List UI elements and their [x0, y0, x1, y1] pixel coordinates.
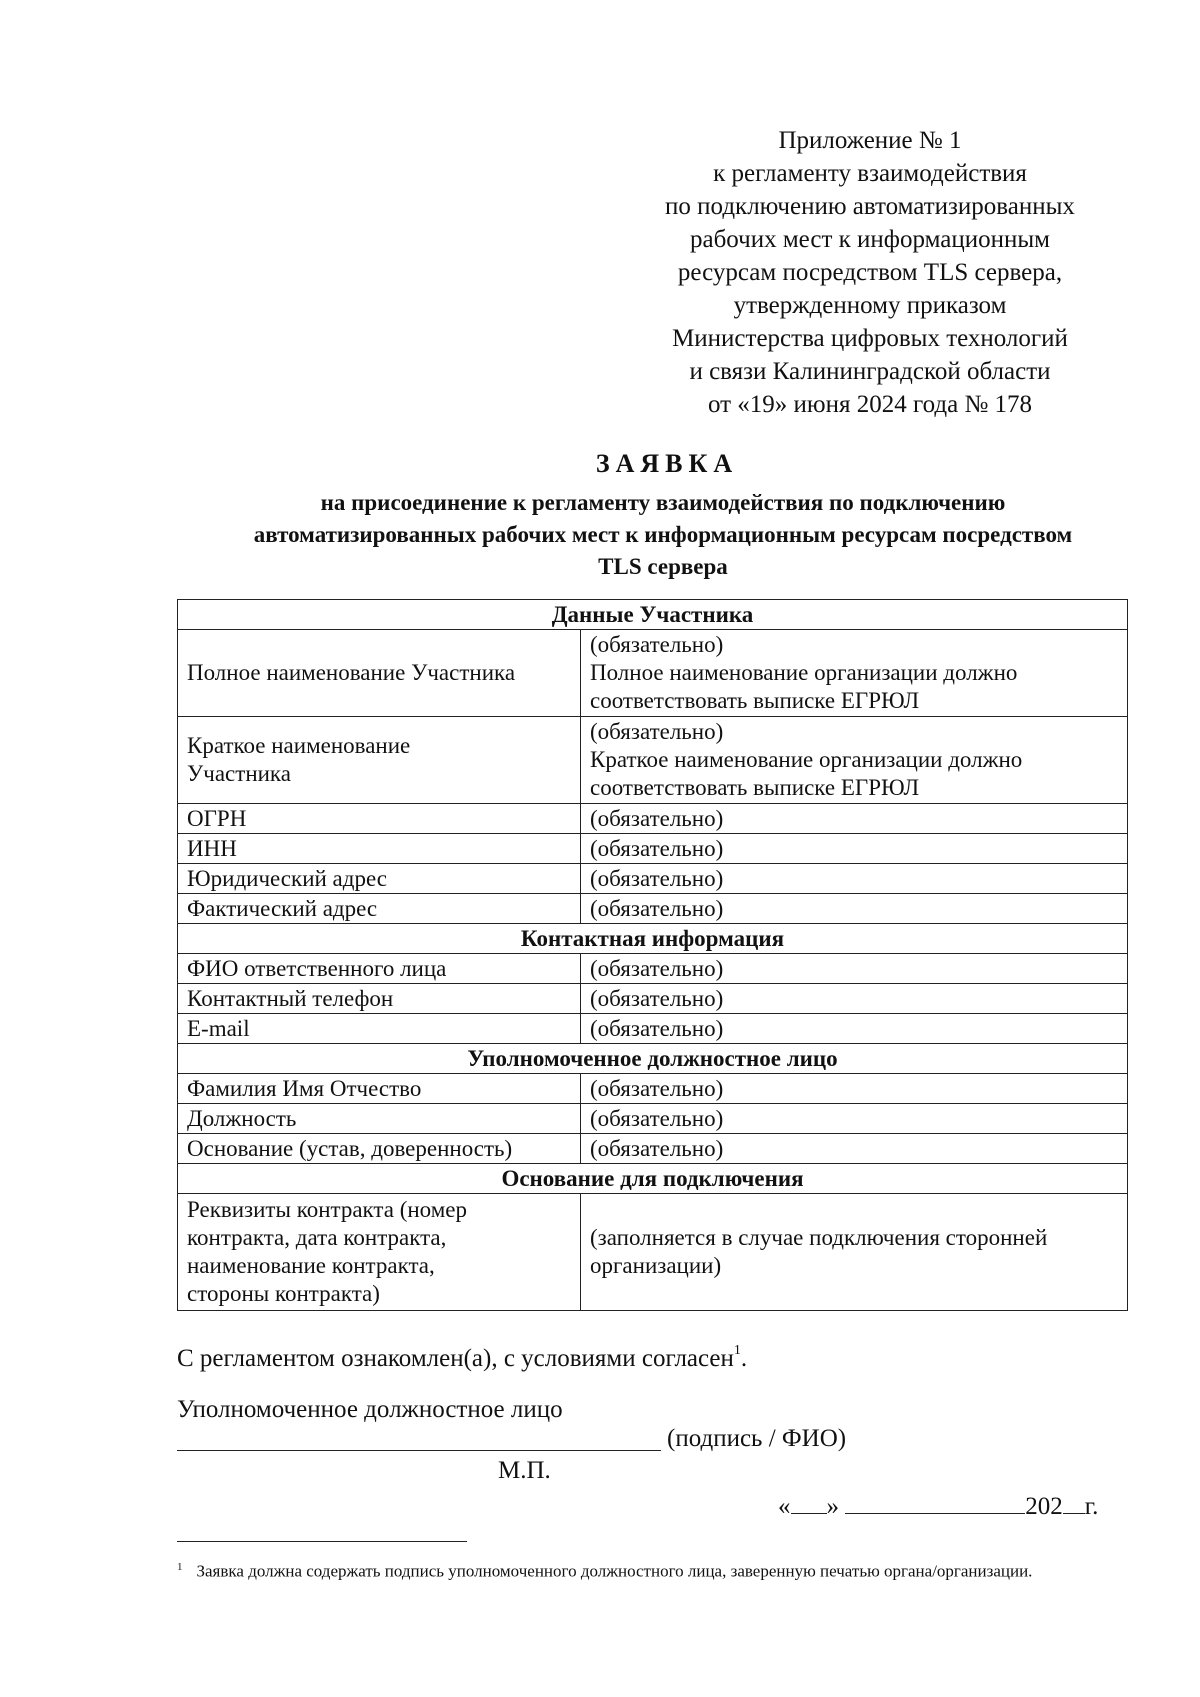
appendix-line: и связи Калининградской области	[689, 358, 1051, 385]
field-label: Должность	[178, 1104, 581, 1134]
application-form-table	[177, 599, 1128, 1311]
date-field: « » 202 г.	[778, 1493, 1099, 1520]
field-value[interactable]: (обязательно)	[581, 894, 1128, 924]
appendix-line: утвержденному приказом	[733, 292, 1007, 319]
table-row	[178, 804, 1128, 834]
field-label: Краткое наименование Участника	[178, 717, 581, 804]
field-value[interactable]: (обязательно)	[581, 804, 1128, 834]
section-header: Уполномоченное должностное лицо	[178, 1044, 1128, 1074]
section-header: Основание для подключения	[178, 1164, 1128, 1194]
field-label: Реквизиты контракта (номер контракта, дата контракта, наименование контракта, стороны контракта)	[178, 1194, 581, 1311]
field-label: ИНН	[178, 834, 581, 864]
appendix-line: ресурсам посредством TLS сервера,	[677, 259, 1063, 286]
table-row	[178, 1194, 1128, 1311]
table-row	[178, 894, 1128, 924]
field-value[interactable]: (обязательно)	[581, 834, 1128, 864]
field-label: Фамилия Имя Отчество	[178, 1074, 581, 1104]
footnote-divider	[177, 1541, 467, 1542]
table-row	[178, 954, 1128, 984]
section-header: Данные Участника	[178, 600, 1128, 630]
field-value[interactable]: (обязательно)	[581, 864, 1128, 894]
footnote-ref: 1	[733, 1342, 741, 1358]
stamp-place: М.П.	[498, 1457, 551, 1484]
field-value[interactable]: (обязательно)	[581, 1134, 1128, 1164]
field-label: Юридический адрес	[178, 864, 581, 894]
officer-label: Уполномоченное должностное лицо	[177, 1396, 563, 1423]
field-label: ОГРН	[178, 804, 581, 834]
table-row	[178, 1134, 1128, 1164]
table-row	[178, 834, 1128, 864]
table-row	[178, 864, 1128, 894]
document-subtitle-line: на присоединение к регламенту взаимодействия по подключению	[320, 490, 1006, 515]
field-value[interactable]: (обязательно) Краткое наименование организации должно соответствовать выписке ЕГРЮЛ	[581, 717, 1128, 804]
field-value[interactable]: (обязательно)	[581, 1104, 1128, 1134]
signature-line[interactable]	[177, 1450, 661, 1451]
field-label: Полное наименование Участника	[178, 630, 581, 717]
appendix-line: Министерства цифровых технологий	[672, 325, 1068, 352]
signature-hint: (подпись / ФИО)	[667, 1425, 847, 1452]
appendix-line: к регламенту взаимодействия	[713, 160, 1027, 187]
field-label: E-mail	[178, 1014, 581, 1044]
field-value[interactable]: (обязательно)	[581, 1014, 1128, 1044]
table-row	[178, 630, 1128, 717]
table-row	[178, 717, 1128, 804]
appendix-line: рабочих мест к информационным	[689, 226, 1051, 253]
field-label: Контактный телефон	[178, 984, 581, 1014]
field-label: ФИО ответственного лица	[178, 954, 581, 984]
table-row	[178, 1074, 1128, 1104]
field-value[interactable]: (обязательно)	[581, 984, 1128, 1014]
section-header: Контактная информация	[178, 924, 1128, 954]
table-row	[178, 1104, 1128, 1134]
appendix-header	[620, 124, 1120, 421]
footnote: $^1$ Заявка должна содержать подпись уполномоченного должностного лица, заверенную печатью органа/организации.	[177, 1561, 1033, 1581]
table-row	[178, 1014, 1128, 1044]
document-title: ЗАЯВКА	[595, 449, 739, 478]
appendix-line: Приложение № 1	[778, 127, 962, 154]
document-subtitle-line: автоматизированных рабочих мест к информационным ресурсам посредством	[253, 522, 1073, 547]
year-blank[interactable]	[1063, 1491, 1085, 1514]
field-value[interactable]: (заполняется в случае подключения сторонней организации)	[581, 1194, 1128, 1311]
field-label: Основание (устав, доверенность)	[178, 1134, 581, 1164]
month-blank[interactable]	[845, 1491, 1025, 1514]
document-subtitle-line: TLS сервера	[598, 554, 728, 579]
appendix-line: от «19» июня 2024 года № 178	[707, 391, 1033, 418]
field-value[interactable]: (обязательно)	[581, 954, 1128, 984]
table-row	[178, 984, 1128, 1014]
field-value[interactable]: (обязательно)	[581, 1074, 1128, 1104]
field-label: Фактический адрес	[178, 894, 581, 924]
day-blank[interactable]	[791, 1491, 827, 1514]
field-value[interactable]: (обязательно) Полное наименование организации должно соответствовать выписке ЕГРЮЛ	[581, 630, 1128, 717]
appendix-line: по подключению автоматизированных	[665, 193, 1075, 220]
agreement-statement: С регламентом ознакомлен(а), с условиями согласен$^1$.	[177, 1342, 748, 1372]
